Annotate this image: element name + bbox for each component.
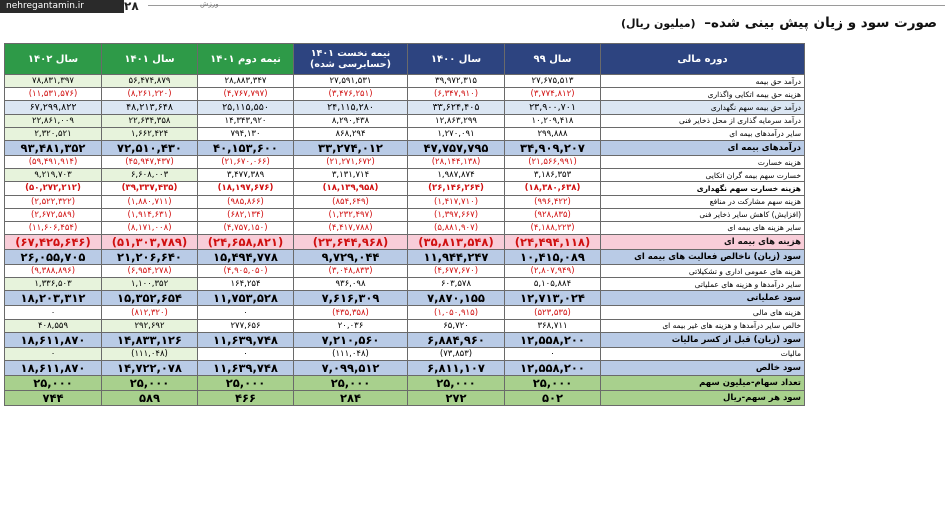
cell-value: ۱۱,۶۳۹,۷۴۸ <box>198 332 294 347</box>
site-name: nehregantamin.ir <box>0 0 124 13</box>
cell-value: (۲۳,۶۴۴,۹۶۸) <box>294 235 408 250</box>
cell-value: ۲۸,۸۸۳,۳۴۷ <box>198 75 294 88</box>
cell-value: ۱۲,۷۱۳,۰۲۴ <box>505 291 601 306</box>
cell-value: ۱,۶۶۲,۴۲۴ <box>102 127 198 140</box>
cell-value: ۴۶۶ <box>198 391 294 406</box>
cell-value: ۱۲,۵۵۸,۲۰۰ <box>505 332 601 347</box>
cell-value: ۲۲,۶۳۴,۳۵۸ <box>102 114 198 127</box>
table-row <box>5 306 805 319</box>
cell-value: ۲۷۷,۶۵۶ <box>198 319 294 332</box>
cell-value: ۷,۶۱۶,۳۰۹ <box>294 291 408 306</box>
cell-value: (۱۱,۶۰۶,۴۵۴) <box>5 221 102 234</box>
cell-value: (۴,۶۷۷,۶۷۰) <box>408 265 505 278</box>
title-unit: (میلیون ریال) <box>620 17 696 30</box>
table-row <box>5 169 805 182</box>
row-label: هزینه خسارت سهم نگهداری <box>601 182 805 195</box>
cell-value: ۰ <box>198 306 294 319</box>
table-row <box>5 332 805 347</box>
cell-value: ۲۵,۰۰۰ <box>5 376 102 391</box>
table-row <box>5 278 805 291</box>
cell-value: (۲۱,۶۷۰,۰۶۶) <box>198 155 294 168</box>
row-label: سایر هزینه های بیمه ای <box>601 221 805 234</box>
cell-value: ۹۳۶,۰۹۸ <box>294 278 408 291</box>
cell-value: ۱,۹۸۷,۸۷۴ <box>408 169 505 182</box>
row-label: مالیات <box>601 347 805 360</box>
cell-value: (۴۵,۹۴۷,۴۳۷) <box>102 155 198 168</box>
column-header-second-half-1401: نیمه دوم ۱۴۰۱ <box>198 44 294 75</box>
cell-value: ۱۸,۶۱۱,۸۷۰ <box>5 361 102 376</box>
cell-value: ۷,۸۷۰,۱۵۵ <box>408 291 505 306</box>
income-statement-table <box>4 43 805 406</box>
cell-value: (۳,۴۷۶,۲۵۱) <box>294 88 408 101</box>
cell-value: ۱۲,۸۶۳,۲۹۹ <box>408 114 505 127</box>
table-row <box>5 101 805 114</box>
table-row <box>5 140 805 155</box>
cell-value: ۱۰,۲۰۹,۴۱۸ <box>505 114 601 127</box>
column-header-year-1401: سال ۱۴۰۱ <box>102 44 198 75</box>
row-label: هزینه های عمومی اداری و تشکیلاتی <box>601 265 805 278</box>
cell-value: ۱۱,۷۵۳,۵۲۸ <box>198 291 294 306</box>
cell-value: ۲۷,۶۷۵,۵۱۳ <box>505 75 601 88</box>
cell-value: ۳,۱۳۱,۷۱۴ <box>294 169 408 182</box>
column-header-first-half-1401: نیمه نخست ۱۴۰۱ (حسابرسی شده) <box>294 44 408 75</box>
cell-value: ۲۸۴ <box>294 391 408 406</box>
row-label: درآمد سرمایه گذاری از محل ذخایر فنی <box>601 114 805 127</box>
cell-value: ۲۵,۰۰۰ <box>408 376 505 391</box>
cell-value: ۲۶,۰۵۵,۷۰۵ <box>5 250 102 265</box>
table-row <box>5 376 805 391</box>
cell-value: ۷۹۴,۱۳۰ <box>198 127 294 140</box>
table-body <box>5 75 805 406</box>
cell-value: (۱۱۱,۰۴۸) <box>294 347 408 360</box>
cell-value: ۷۴۴ <box>5 391 102 406</box>
cell-value: (۲۶,۱۴۶,۲۶۴) <box>408 182 505 195</box>
column-header-year-1402: سال ۱۴۰۲ <box>5 44 102 75</box>
cell-value: ۴۷,۷۵۷,۷۹۵ <box>408 140 505 155</box>
table-row <box>5 391 805 406</box>
cell-value: ۸,۲۹۰,۴۳۸ <box>294 114 408 127</box>
cell-value: ۹۳,۴۸۱,۳۵۲ <box>5 140 102 155</box>
cell-value: ۱۱,۹۴۴,۲۴۷ <box>408 250 505 265</box>
cell-value: ۲۵,۰۰۰ <box>294 376 408 391</box>
cell-value: ۱۵,۳۵۲,۶۵۴ <box>102 291 198 306</box>
cell-value: (۴,۷۶۷,۷۹۷) <box>198 88 294 101</box>
cell-value: ۴۸,۲۱۳,۶۴۸ <box>102 101 198 114</box>
cell-value: ۶,۸۱۱,۱۰۷ <box>408 361 505 376</box>
cell-value: (۹,۳۸۸,۸۹۶) <box>5 265 102 278</box>
row-label: هزینه های بیمه ای <box>601 235 805 250</box>
cell-value: ۵۶,۴۷۴,۸۷۹ <box>102 75 198 88</box>
cell-value: (۶,۹۵۴,۲۷۸) <box>102 265 198 278</box>
cell-value: ۴۰۸,۵۵۹ <box>5 319 102 332</box>
cell-value: ۶۰۳,۵۷۸ <box>408 278 505 291</box>
cell-value: (۲۸,۱۴۴,۱۳۸) <box>408 155 505 168</box>
cell-value: ۷۲,۵۱۰,۴۳۰ <box>102 140 198 155</box>
cell-value: ۰ <box>198 347 294 360</box>
table-row <box>5 265 805 278</box>
row-label: درآمدهای بیمه ای <box>601 140 805 155</box>
cell-value: (۹۸۵,۸۶۶) <box>198 195 294 208</box>
cell-value: ۱۴,۷۲۲,۰۷۸ <box>102 361 198 376</box>
row-label: خالص سایر درآمدها و هزینه های غیر بیمه ای <box>601 319 805 332</box>
cell-value: ۱۲,۵۵۸,۲۰۰ <box>505 361 601 376</box>
row-label: هزینه حق بیمه اتکایی واگذاری <box>601 88 805 101</box>
table-row <box>5 250 805 265</box>
cell-value: ۲۴,۱۱۵,۲۸۰ <box>294 101 408 114</box>
cell-value: ۰ <box>5 306 102 319</box>
cell-value: (۱۸,۱۳۹,۹۵۸) <box>294 182 408 195</box>
cell-value: (۳,۰۴۸,۸۳۳) <box>294 265 408 278</box>
cell-value: (۴,۹۰۵,۰۵۰) <box>198 265 294 278</box>
table-row <box>5 155 805 168</box>
cell-value: ۲۷,۵۹۱,۵۳۱ <box>294 75 408 88</box>
table-row <box>5 347 805 360</box>
cell-value: ۱۰,۴۱۵,۰۸۹ <box>505 250 601 265</box>
cell-value: ۲۵,۰۰۰ <box>198 376 294 391</box>
cell-value: (۴,۱۸۸,۲۲۳) <box>505 221 601 234</box>
cell-value: ۴۰,۱۵۳,۶۰۰ <box>198 140 294 155</box>
header-divider <box>148 5 945 6</box>
cell-value: ۱,۱۰۰,۳۵۲ <box>102 278 198 291</box>
cell-value: ۳۳,۲۷۴,۰۱۲ <box>294 140 408 155</box>
cell-value: (۵۹,۴۹۱,۹۱۴) <box>5 155 102 168</box>
cell-value: (۹۹۶,۴۲۲) <box>505 195 601 208</box>
page-number: ۲۸ <box>124 0 139 13</box>
row-label: هزینه های مالی <box>601 306 805 319</box>
cell-value: ۲۵,۱۱۵,۵۵۰ <box>198 101 294 114</box>
cell-value: ۲۵,۰۰۰ <box>505 376 601 391</box>
cell-value: ۱۶۴,۲۵۴ <box>198 278 294 291</box>
column-header-period: دوره مالی <box>601 44 805 75</box>
cell-value: (۶,۳۴۷,۹۱۰) <box>408 88 505 101</box>
cell-value: (۳۵,۸۱۳,۵۴۸) <box>408 235 505 250</box>
cell-value: ۵۸۹ <box>102 391 198 406</box>
row-label: سود هر سهم-ریال <box>601 391 805 406</box>
cell-value: ۲۹۹,۸۸۸ <box>505 127 601 140</box>
cell-value: (۲۱,۲۷۱,۶۷۲) <box>294 155 408 168</box>
cell-value: ۵,۱۰۵,۸۸۴ <box>505 278 601 291</box>
cell-value: (۱۸,۳۸۰,۶۳۸) <box>505 182 601 195</box>
cell-value: ۵۰۲ <box>505 391 601 406</box>
row-label: سود خالص <box>601 361 805 376</box>
cell-value: ۲۲,۸۶۱,۰۰۹ <box>5 114 102 127</box>
cell-value: (۶۸۲,۱۳۴) <box>198 208 294 221</box>
cell-value: ۱۸,۶۱۱,۸۷۰ <box>5 332 102 347</box>
table-row <box>5 361 805 376</box>
cell-value: (۵۰,۲۷۲,۲۱۲) <box>5 182 102 195</box>
table-header-row <box>5 44 805 75</box>
row-label: سود عملیاتی <box>601 291 805 306</box>
table-row <box>5 235 805 250</box>
cell-value: ۲۱,۲۰۶,۶۴۰ <box>102 250 198 265</box>
cell-value: (۸۵۴,۶۴۹) <box>294 195 408 208</box>
cell-value: (۸۱۲,۳۲۰) <box>102 306 198 319</box>
table-row <box>5 208 805 221</box>
cell-value: (۸,۲۶۱,۲۲۰) <box>102 88 198 101</box>
cell-value: (۴,۷۵۷,۱۵۰) <box>198 221 294 234</box>
cell-value: ۱,۲۷۰,۰۹۱ <box>408 127 505 140</box>
cell-value: (۲,۸۰۷,۹۴۹) <box>505 265 601 278</box>
table-row <box>5 195 805 208</box>
cell-value: ۶,۶۰۸,۰۰۳ <box>102 169 198 182</box>
cell-value: (۲,۶۷۲,۵۸۹) <box>5 208 102 221</box>
cell-value: (۱,۹۱۴,۶۳۱) <box>102 208 198 221</box>
cell-value: (۱,۸۸۰,۷۱۱) <box>102 195 198 208</box>
cell-value: ۱۵,۴۹۴,۷۷۸ <box>198 250 294 265</box>
row-label: (افزایش) کاهش سایر ذخایر فنی <box>601 208 805 221</box>
cell-value: (۲,۵۲۲,۳۲۲) <box>5 195 102 208</box>
cell-value: (۱۱,۵۳۱,۵۷۶) <box>5 88 102 101</box>
cell-value: (۵۱,۳۰۳,۷۸۹) <box>102 235 198 250</box>
cell-value: (۱۸,۱۹۷,۶۷۶) <box>198 182 294 195</box>
cell-value: ۰ <box>505 347 601 360</box>
cell-value: (۹۲۸,۸۳۵) <box>505 208 601 221</box>
row-label: تعداد سهام-میلیون سهم <box>601 376 805 391</box>
row-label: درآمد حق بیمه <box>601 75 805 88</box>
cell-value: ۷۸,۸۳۱,۳۹۷ <box>5 75 102 88</box>
cell-value: (۴,۴۱۷,۷۸۸) <box>294 221 408 234</box>
cell-value: ۳۴,۹۰۹,۲۰۷ <box>505 140 601 155</box>
row-label: سود (زیان) قبل از کسر مالیات <box>601 332 805 347</box>
cell-value: (۲۴,۶۵۸,۸۲۱) <box>198 235 294 250</box>
table-row <box>5 291 805 306</box>
cell-value: ۱۸,۲۰۳,۳۱۲ <box>5 291 102 306</box>
cell-value: (۵۲۳,۵۳۵) <box>505 306 601 319</box>
cell-value: (۱,۰۵۰,۹۱۵) <box>408 306 505 319</box>
cell-value: ۲۷۲ <box>408 391 505 406</box>
column-header-year-99: سال ۹۹ <box>505 44 601 75</box>
table-row <box>5 182 805 195</box>
cell-value: ۱۴,۸۳۳,۱۲۶ <box>102 332 198 347</box>
table-row <box>5 88 805 101</box>
cell-value: (۴۳۵,۳۵۸) <box>294 306 408 319</box>
table-row <box>5 221 805 234</box>
cell-value: (۵,۸۸۱,۹۰۷) <box>408 221 505 234</box>
table-row <box>5 319 805 332</box>
cell-value: ۲۰,۰۳۶ <box>294 319 408 332</box>
row-label: هزینه سهم مشارکت در منافع <box>601 195 805 208</box>
top-bar <box>0 0 945 14</box>
cell-value: (۱,۲۳۲,۴۹۷) <box>294 208 408 221</box>
cell-value: ۳۶۸,۷۱۱ <box>505 319 601 332</box>
row-label: سایر درآمدها و هزینه های عملیاتی <box>601 278 805 291</box>
cell-value: ۲۵,۰۰۰ <box>102 376 198 391</box>
cell-value: ۶۷,۲۹۹,۸۲۲ <box>5 101 102 114</box>
cell-value: (۲۱,۵۶۶,۹۹۱) <box>505 155 601 168</box>
cell-value: (۳۹,۳۳۷,۴۳۵) <box>102 182 198 195</box>
cell-value: ۹,۷۲۹,۰۴۴ <box>294 250 408 265</box>
row-label: سایر درآمدهای بیمه ای <box>601 127 805 140</box>
row-label: هزینه خسارت <box>601 155 805 168</box>
cell-value: ۸۶۸,۲۹۴ <box>294 127 408 140</box>
row-label: سود (زیان) ناخالص فعالیت های بیمه ای <box>601 250 805 265</box>
cell-value: ۷,۲۱۰,۵۶۰ <box>294 332 408 347</box>
cell-value: ۹,۲۱۹,۷۰۳ <box>5 169 102 182</box>
cell-value: (۶۷,۴۲۵,۶۴۶) <box>5 235 102 250</box>
cell-value: ۳,۱۸۶,۳۵۳ <box>505 169 601 182</box>
cell-value: ۲۳,۹۰۰,۷۰۱ <box>505 101 601 114</box>
row-label: خسارت سهم بیمه گران اتکایی <box>601 169 805 182</box>
cell-value: ۲,۳۲۰,۵۲۱ <box>5 127 102 140</box>
table-row <box>5 127 805 140</box>
cell-value: (۸,۱۷۱,۰۰۸) <box>102 221 198 234</box>
row-label: درآمد حق بیمه سهم نگهداری <box>601 101 805 114</box>
table-row <box>5 75 805 88</box>
cell-value: ۳۳,۶۲۴,۴۰۵ <box>408 101 505 114</box>
cell-value: ۱۴,۳۴۳,۹۲۰ <box>198 114 294 127</box>
cell-value: (۷۳,۸۵۳) <box>408 347 505 360</box>
cell-value: ۳,۴۷۷,۳۸۹ <box>198 169 294 182</box>
cell-value: ۷,۰۹۹,۵۱۲ <box>294 361 408 376</box>
cell-value: (۱۱۱,۰۴۸) <box>102 347 198 360</box>
cell-value: ۶۵,۷۲۰ <box>408 319 505 332</box>
cell-value: (۳,۷۷۴,۸۱۲) <box>505 88 601 101</box>
cell-value: ۰ <box>5 347 102 360</box>
title-text: صورت سود و زیان پیش بینی شده– <box>704 15 937 31</box>
cell-value: (۱,۳۹۷,۶۶۷) <box>408 208 505 221</box>
header-small-text: ورزش <box>200 0 219 8</box>
cell-value: (۲۴,۴۹۴,۱۱۸) <box>505 235 601 250</box>
cell-value: ۳۹,۹۷۲,۳۱۵ <box>408 75 505 88</box>
cell-value: ۲۹۲,۶۹۲ <box>102 319 198 332</box>
cell-value: ۱,۳۳۶,۵۰۳ <box>5 278 102 291</box>
cell-value: (۱,۴۱۷,۷۱۰) <box>408 195 505 208</box>
page-title <box>621 15 937 35</box>
column-header-year-1400: سال ۱۴۰۰ <box>408 44 505 75</box>
cell-value: ۶,۸۸۴,۹۶۰ <box>408 332 505 347</box>
cell-value: ۱۱,۶۳۹,۷۴۸ <box>198 361 294 376</box>
table-row <box>5 114 805 127</box>
